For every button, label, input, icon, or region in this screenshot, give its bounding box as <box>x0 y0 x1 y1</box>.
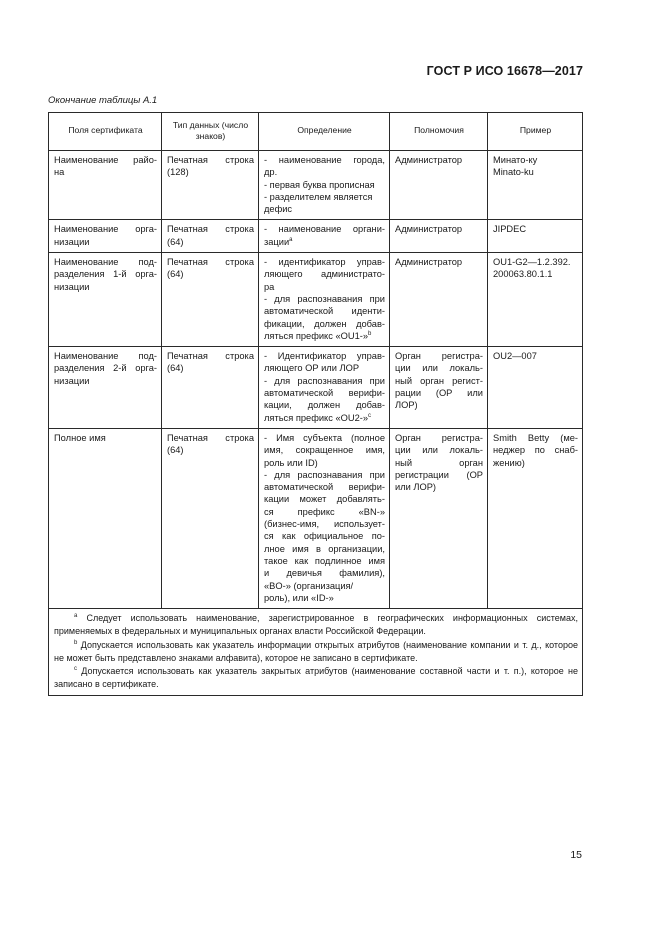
page-number: 15 <box>570 849 582 861</box>
cell-definition <box>259 220 390 253</box>
cell-line: ляющего ОР или ЛОР <box>264 363 360 374</box>
footnote-c <box>54 665 578 691</box>
footnote-mark: c <box>74 665 77 672</box>
cell-definition <box>259 347 390 429</box>
cell-type: Печатная строка (64) <box>162 220 259 253</box>
cell-line: «BO-» (организация/ <box>264 580 354 591</box>
cell-type: Печатная строка (64) <box>162 253 259 347</box>
cell-field <box>49 220 162 253</box>
cell-line: OU1-G2—1.2.392. <box>493 257 571 268</box>
cell-line: низации <box>54 236 90 247</box>
cell-type: Печатная строка (64) <box>162 347 259 429</box>
footnotes-cell <box>49 609 583 696</box>
table-row <box>49 220 583 253</box>
cell-line: - разделителем является <box>264 191 373 202</box>
cell-line <box>264 236 385 248</box>
cell-line: 200063.80.1.1 <box>493 269 553 280</box>
cell-line: - наименование города, <box>264 155 385 165</box>
cell-line: автоматической иденти- <box>264 306 385 317</box>
cell-line: разделения 2-й орга- <box>54 363 157 374</box>
column-header-type: Тип данных (число знаков) <box>162 113 259 151</box>
cell-line: - Идентификатор управ- <box>264 351 385 362</box>
cell-text: ляться префикс «OU2-» <box>264 412 368 423</box>
cell-definition <box>259 428 390 608</box>
cell-example <box>488 220 583 253</box>
column-header-authority: Полномочия <box>390 113 488 151</box>
cell-line: автоматической верифи- <box>264 482 385 493</box>
cell-line: ции или локаль- <box>395 363 483 374</box>
footnotes-row <box>49 609 583 696</box>
cell-line: - для распознавания при <box>264 469 385 480</box>
cell-example <box>488 428 583 608</box>
cell-text: ляться префикс «OU1-» <box>264 330 368 341</box>
footnote-text: Допускается использовать как указатель закрытых атрибутов (наименование составной части и т. п.), которое не записано в сертификате. <box>54 665 578 690</box>
footnote-mark-b: b <box>368 330 372 337</box>
cell-line: ции или локаль- <box>395 445 483 456</box>
cell-line: на <box>54 167 65 178</box>
cell-line: роль), или «ID-» <box>264 592 334 603</box>
table-row <box>49 347 583 429</box>
cell-line: OU2—007 <box>493 351 537 362</box>
cell-line: ный орган регист- <box>395 375 483 386</box>
table-row <box>49 253 583 347</box>
cell-line: Администратор <box>395 155 463 165</box>
cell-field <box>49 253 162 347</box>
cell-line: - для распознавания при <box>264 375 385 386</box>
cell-line: ся префикс «BN-» <box>264 506 385 517</box>
cell-line: имя, сокращенное имя, <box>264 445 385 456</box>
cell-line: Smith Betty (ме- <box>493 432 578 443</box>
cell-line: Наименование под- <box>54 351 157 362</box>
cell-line: ра <box>264 281 275 292</box>
cell-authority <box>390 220 488 253</box>
certificate-fields-table <box>48 112 583 696</box>
cell-line: фикации, должен добав- <box>264 318 385 329</box>
cell-line: или ЛОР) <box>395 482 437 493</box>
cell-line: роль или ID) <box>264 457 318 468</box>
cell-line: кации может добавлять- <box>264 494 385 505</box>
cell-example <box>488 151 583 220</box>
cell-line: разделения 1-й орга- <box>54 269 157 280</box>
cell-line: Минато-ку <box>493 155 538 165</box>
cell-line: рации (ОР или <box>395 388 483 399</box>
cell-line: неджер по снаб- <box>493 445 578 456</box>
cell-definition <box>259 253 390 347</box>
cell-field <box>49 428 162 608</box>
cell-text: зации <box>264 236 290 247</box>
column-header-definition: Определение <box>259 113 390 151</box>
footnote-mark-c: c <box>368 412 371 419</box>
footnote-b <box>54 639 578 665</box>
cell-line: низации <box>54 281 90 292</box>
cell-line: Орган регистра- <box>395 432 483 443</box>
cell-line: - первая буква прописная <box>264 179 375 190</box>
footnote-mark-a: a <box>289 236 293 243</box>
cell-line: такое как подлинное имя <box>264 555 385 566</box>
cell-authority <box>390 253 488 347</box>
cell-type: Печатная строка (64) <box>162 428 259 608</box>
cell-line: (бизнес-имя, использует- <box>264 519 385 530</box>
document-header: ГОСТ Р ИСО 16678—2017 <box>426 64 583 78</box>
cell-example <box>488 347 583 429</box>
cell-line: низации <box>54 375 90 386</box>
cell-line: др. <box>264 167 278 178</box>
cell-line: кации, должен добав- <box>264 400 385 411</box>
cell-example <box>488 253 583 347</box>
cell-line: ся как официальное по- <box>264 531 385 542</box>
cell-line: Орган регистра- <box>395 351 483 362</box>
cell-line: автоматической верифи- <box>264 388 385 399</box>
cell-field <box>49 347 162 429</box>
cell-line: и девичья фамилия), <box>264 568 385 579</box>
cell-line: регистрации (ОР <box>395 469 483 480</box>
cell-authority <box>390 151 488 220</box>
cell-authority <box>390 428 488 608</box>
cell-line: JIPDEC <box>493 224 527 235</box>
cell-line: ЛОР) <box>395 400 418 411</box>
footnote-text: Следует использовать наименование, зарегистрированное в географических информационных системах, применяемых в федеральных и муниципальных органах власти Российской Федерации. <box>54 613 578 637</box>
footnote-text: Допускается использовать как указатель информации открытых атрибутов (наименование компании и т. д., которое не может быть представлено знаками алфавита), которое не записано в сертификате. <box>54 639 578 663</box>
cell-line: Администратор <box>395 224 463 235</box>
cell-definition <box>259 151 390 220</box>
cell-line: - Имя субъекта (полное <box>264 432 385 443</box>
table-caption: Окончание таблицы А.1 <box>48 95 158 106</box>
cell-line: лное имя в организации, <box>264 543 385 554</box>
cell-authority <box>390 347 488 429</box>
cell-line: дефис <box>264 204 293 215</box>
cell-line: ляющего администрато- <box>264 269 385 280</box>
cell-type: Печатная строка (128) <box>162 151 259 220</box>
table-header-row <box>49 113 583 151</box>
footnote-a <box>54 612 578 638</box>
cell-line: Полное имя <box>54 432 106 443</box>
cell-line: - для распознавания при <box>264 293 385 304</box>
column-header-field: Поля сертификата <box>49 113 162 151</box>
cell-line: Наименование райо- <box>54 155 157 165</box>
cell-line: Наименование под- <box>54 257 157 268</box>
cell-line <box>264 412 385 424</box>
cell-field <box>49 151 162 220</box>
cell-line: ный орган <box>395 457 483 468</box>
cell-line: Minato-ku <box>493 167 534 178</box>
column-header-example: Пример <box>488 113 583 151</box>
cell-line: - идентификатор управ- <box>264 257 385 268</box>
footnote-mark: a <box>74 613 78 620</box>
cell-line <box>264 330 385 342</box>
table-row <box>49 428 583 608</box>
cell-line: жению) <box>493 457 525 468</box>
table-row <box>49 151 583 220</box>
cell-line: Администратор <box>395 257 463 268</box>
cell-line: Наименование орга- <box>54 224 157 235</box>
cell-line: - наименование органи- <box>264 224 385 235</box>
footnote-mark: b <box>74 639 78 646</box>
